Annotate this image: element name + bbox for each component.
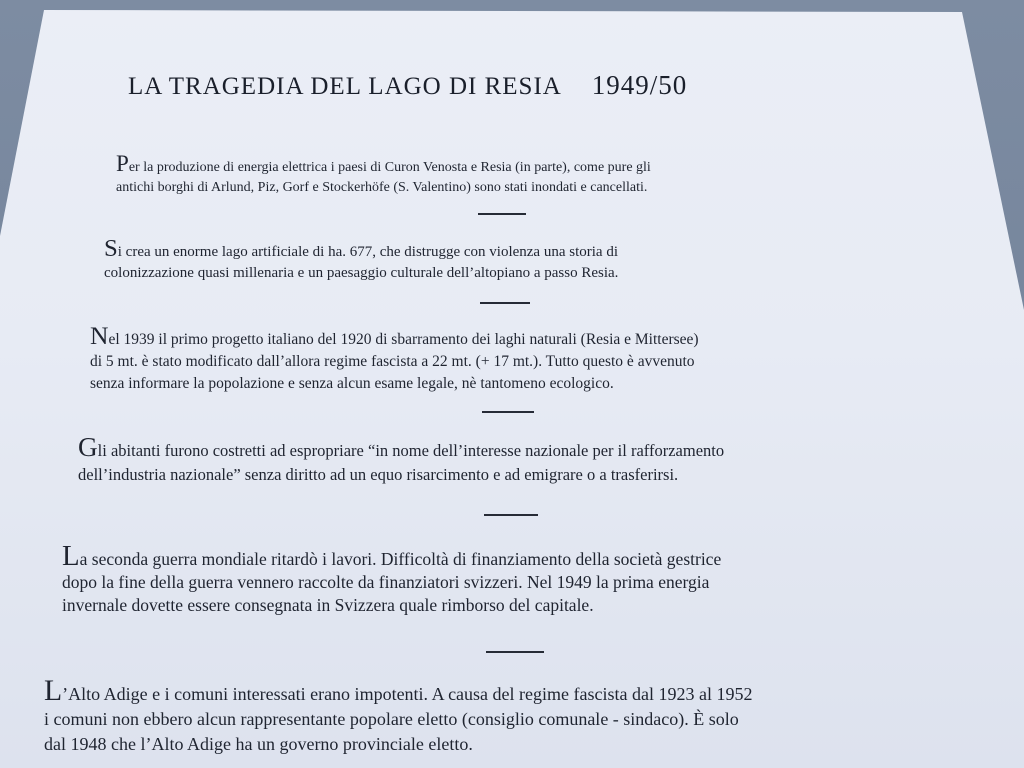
paragraph-2-line-1-text: i crea un enorme lago artificiale di ha. 677, che distrugge con violenza una storia di bbox=[117, 244, 618, 260]
paragraph-3 bbox=[90, 321, 699, 395]
title-text: LA TRAGEDIA DEL LAGO DI RESIA bbox=[128, 73, 561, 100]
paragraph-5-line-1-text: a seconda guerra mondiale ritardò i lavori. Difficoltà di finanziamento della società gestrice bbox=[79, 549, 722, 569]
paragraph-5 bbox=[62, 540, 722, 617]
paragraph-5-line-2: dopo la fine della guerra vennero raccolte da finanziatori svizzeri. Nel 1949 la prima energia bbox=[62, 572, 710, 592]
paragraph-5-line-1 bbox=[62, 540, 722, 572]
separator-5 bbox=[486, 651, 544, 653]
paragraph-1-initial: P bbox=[116, 150, 129, 176]
separator-3 bbox=[482, 411, 534, 413]
paragraph-4-initial: G bbox=[78, 432, 98, 462]
paragraph-2-line-1 bbox=[104, 235, 618, 263]
paragraph-2-line-2: colonizzazione quasi millenaria e un paesaggio culturale dell’altopiano a passo Resia. bbox=[104, 265, 619, 281]
paragraph-5-initial: L bbox=[62, 540, 80, 572]
separator-4 bbox=[484, 514, 538, 516]
paragraph-6 bbox=[44, 675, 753, 757]
separator-1 bbox=[478, 213, 526, 215]
paragraph-2-initial: S bbox=[104, 235, 118, 262]
paragraph-3-initial: N bbox=[90, 321, 109, 350]
title-year: 1949/50 bbox=[591, 70, 688, 100]
paragraph-3-line-3: senza informare la popolazione e senza alcun esame legale, nè tantomeno ecologico. bbox=[90, 375, 614, 392]
paragraph-1-line-1-text: er la produzione di energia elettrica i paesi di Curon Venosta e Resia (in parte), come pure gli bbox=[128, 160, 651, 175]
paragraph-3-line-1-text: el 1939 il primo progetto italiano del 1920 di sbarramento dei laghi naturali (Resia e Mittersee) bbox=[108, 331, 699, 348]
paragraph-4-line-1-text: li abitanti furono costretti ad espropriare “in nome dell’interesse nazionale per il rafforzamento bbox=[97, 441, 725, 460]
paragraph-4-line-1 bbox=[78, 432, 725, 463]
paragraph-1 bbox=[116, 150, 651, 198]
paragraph-3-line-1 bbox=[90, 321, 699, 351]
paragraph-6-line-2: i comuni non ebbero alcun rappresentante popolare eletto (consiglio comunale - sindaco). È solo bbox=[44, 709, 739, 729]
paragraph-3-line-2: di 5 mt. è stato modificato dall’allora regime fascista a 22 mt. (+ 17 mt.). Tutto questo è avvenuto bbox=[90, 353, 695, 370]
paragraph-6-initial: L bbox=[44, 675, 63, 707]
paragraph-4 bbox=[78, 432, 725, 487]
paragraph-6-line-1 bbox=[44, 675, 753, 707]
paragraph-1-line-2: antichi borghi di Arlund, Piz, Gorf e Stockerhöfe (S. Valentino) sono stati inondati e cancellati. bbox=[116, 180, 648, 195]
paragraph-5-line-3: invernale dovette essere consegnata in Svizzera quale rimborso del capitale. bbox=[62, 595, 594, 615]
paragraph-6-line-3: dal 1948 che l’Alto Adige ha un governo provinciale eletto. bbox=[44, 734, 473, 754]
paragraph-1-line-1 bbox=[116, 150, 651, 178]
title bbox=[128, 70, 888, 101]
paragraph-6-line-1-text: ’Alto Adige e i comuni interessati erano impotenti. A causa del regime fascista dal 1923 al 1952 bbox=[62, 684, 753, 704]
paragraph-2 bbox=[104, 235, 619, 284]
paragraph-4-line-2: dell’industria nazionale” senza diritto ad un equo risarcimento e ad emigrare o a trasferirsi. bbox=[78, 465, 679, 484]
separator-2 bbox=[480, 302, 530, 304]
